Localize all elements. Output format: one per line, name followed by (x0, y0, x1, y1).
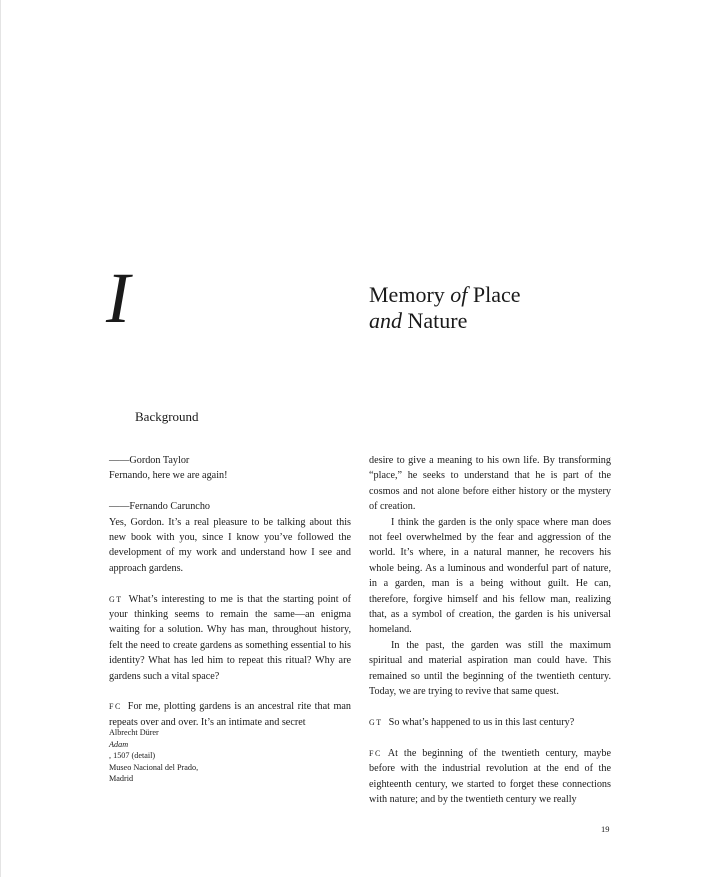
page-edge (0, 0, 1, 877)
chapter-title (369, 282, 521, 334)
speaker-tag-fc: FC (109, 702, 122, 712)
right-paragraph-4: GT So what’s happened to us in this last century? (369, 716, 575, 728)
speaker-gordon-taylor: ——Gordon Taylor (109, 455, 190, 466)
left-paragraph-2: Yes, Gordon. It’s a real pleasure to be talking about this new book with you, since I know you’ve followed the development of my work and understand how I see and approach gardens. (109, 516, 351, 574)
chapter-numeral: I (106, 258, 130, 338)
left-paragraph-1: Fernando, here we are again! (109, 470, 228, 482)
right-paragraph-1: desire to give a meaning to his own life. By transforming “place,” he seeks to understand that he is part of the cosmos and not alone before either history or the mystery of creation. (369, 455, 611, 513)
page-number: 19 (601, 824, 610, 834)
image-caption (109, 727, 309, 785)
speaker-tag-gt: GT (109, 594, 123, 604)
speaker-tag-fc: FC (369, 748, 382, 758)
speaker-tag-gt: GT (369, 717, 383, 727)
speaker-fernando-caruncho: ——Fernando Caruncho (109, 501, 211, 513)
section-heading: Background (135, 409, 199, 424)
left-text-column (109, 453, 351, 730)
right-text-column (369, 453, 611, 807)
chapter-title-line-2: and Nature (369, 308, 468, 333)
caption-artist: Albrecht Dürer (109, 728, 159, 737)
left-paragraph-4: FC For me, plotting gardens is an ancestral rite that man repeats over and over. It’s an intimate and secret (109, 701, 351, 728)
left-paragraph-3: GT What’s interesting to me is that the starting point of your thinking seems to remain the same—an enigma waiting for a solution. Why has man, throughout history, felt the need to create gardens as something essential to his identity? What has led him to repeat this ritual? Why are gardens such a vital space? (109, 593, 351, 682)
caption-museum: Museo Nacional del Prado, (109, 762, 199, 772)
right-paragraph-3: In the past, the garden was still the maximum spiritual and material aspiration man could have. This remained so until the beginning of the twentieth century. Today, we are trying to revive that same quest. (369, 639, 611, 698)
right-paragraph-2: I think the garden is the only space where man does not feel overwhelmed by the fear and aggression of the world. It’s where, in a natural manner, he recovers his whole being. As a luminous and wonderful part of nature, in a garden, man is a being without guilt. He can, therefore, forgive himself and his fellow man, realizing that, as a symbol of creation, the garden is his universal homeland. (369, 516, 611, 636)
caption-city: Madrid (109, 774, 134, 784)
chapter-title-line-1: Memory of Place (369, 282, 521, 307)
right-paragraph-5: FC At the beginning of the twentieth century, maybe before with the industrial revolution at the end of the eighteenth century, we started to forget these connections with nature; and by the twentieth century we really (369, 747, 611, 805)
caption-work: Adam , 1507 (detail) (109, 739, 156, 761)
